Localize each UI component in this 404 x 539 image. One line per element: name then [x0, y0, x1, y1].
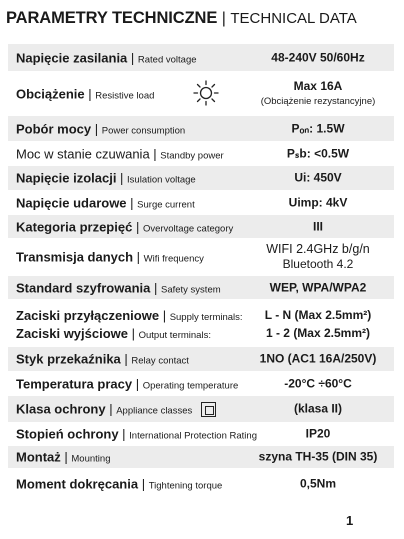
spec-label: Styk przekaźnika | Relay contact	[16, 351, 189, 367]
spec-row-ip-rating	[8, 423, 394, 445]
spec-value: 0,5Nm	[299, 476, 337, 491]
spec-value: Pₛb: <0.5W	[286, 146, 350, 160]
spec-row-rated-voltage	[8, 44, 394, 71]
title-separator: |	[221, 10, 226, 27]
spec-label: Napięcie izolacji | Isulation voltage	[16, 170, 196, 186]
spec-label: Stopień ochrony | International Protection Rating	[16, 426, 257, 442]
title-english: TECHNICAL DATA	[230, 10, 357, 27]
spec-row-safety-system	[8, 276, 394, 299]
page-number: 1	[346, 513, 354, 528]
spec-label: Klasa ochrony | Appliance classes	[16, 401, 193, 417]
spec-row-operating-temperature	[8, 372, 394, 395]
spec-value: -20°C ÷60°C	[284, 376, 352, 390]
spec-value: Ui: 450V	[294, 170, 342, 185]
spec-label: Montaż | Mounting	[16, 449, 111, 465]
spec-value: WEP, WPA/WPA2	[269, 280, 367, 294]
spec-value: IP20	[305, 426, 331, 441]
spec-value: 1NO (AC1 16A/250V)	[259, 351, 377, 366]
spec-value: szyna TH-35 (DIN 35)	[258, 449, 378, 464]
spec-label: Transmisja danych | Wifi frequency	[16, 249, 204, 265]
title-polish: PARAMETRY TECHNICZNE	[6, 9, 218, 27]
spec-row-resistive-load	[8, 72, 394, 115]
page-title	[6, 9, 357, 28]
spec-label: Moment dokręcania | Tightening torque	[16, 476, 223, 492]
spec-value-supply-terminals: L - N (Max 2.5mm²)	[264, 308, 372, 322]
spec-label-supply-terminals: Zaciski przyłączeniowe | Supply terminals:	[16, 308, 243, 323]
spec-label: Temperatura pracy | Operating temperature	[16, 376, 239, 391]
spec-value: WIFI 2.4GHz b/g/n Bluetooth 4.2	[266, 242, 370, 271]
spec-row-isolation-voltage	[8, 166, 394, 190]
spec-row-surge-current	[8, 191, 394, 214]
spec-row-standby-power	[8, 142, 394, 165]
spec-label: Obciążenie | Resistive load	[16, 86, 155, 101]
spec-label-output-terminals: Zaciski wyjściowe | Output terminals:	[16, 326, 211, 341]
spec-row-wifi-frequency	[8, 239, 394, 275]
spec-value: Pₒₙ: 1.5W	[291, 121, 345, 135]
spec-label: Napięcie udarowe | Surge current	[16, 195, 195, 210]
spec-value: III	[312, 219, 323, 233]
spec-row-tightening-torque	[8, 472, 394, 496]
spec-value: 48-240V 50/60Hz	[271, 50, 365, 64]
spec-value: (klasa II)	[293, 401, 343, 416]
spec-row-terminals	[8, 300, 394, 346]
spec-value: Uimp: 4kV	[288, 195, 348, 209]
spec-row-mounting	[8, 446, 394, 468]
spec-label: Pobór mocy | Power consumption	[16, 121, 186, 136]
spec-value-output-terminals: 1 - 2 (Max 2.5mm²)	[265, 326, 371, 340]
spec-row-overvoltage-category	[8, 215, 394, 238]
spec-row-relay-contact	[8, 347, 394, 371]
spec-value: Max 16A (Obciążenie rezystancyjne)	[260, 78, 376, 107]
light-bulb-icon	[193, 80, 219, 106]
spec-label: Moc w stanie czuwania | Standby power	[16, 146, 224, 161]
class-ii-icon	[201, 402, 216, 417]
spec-row-appliance-class	[8, 396, 394, 422]
spec-label: Kategoria przepięć | Overvoltage category	[16, 219, 234, 234]
spec-label: Napięcie zasilania | Rated voltage	[16, 50, 197, 65]
spec-label: Standard szyfrowania | Safety system	[16, 280, 221, 295]
spec-row-power-consumption	[8, 116, 394, 141]
